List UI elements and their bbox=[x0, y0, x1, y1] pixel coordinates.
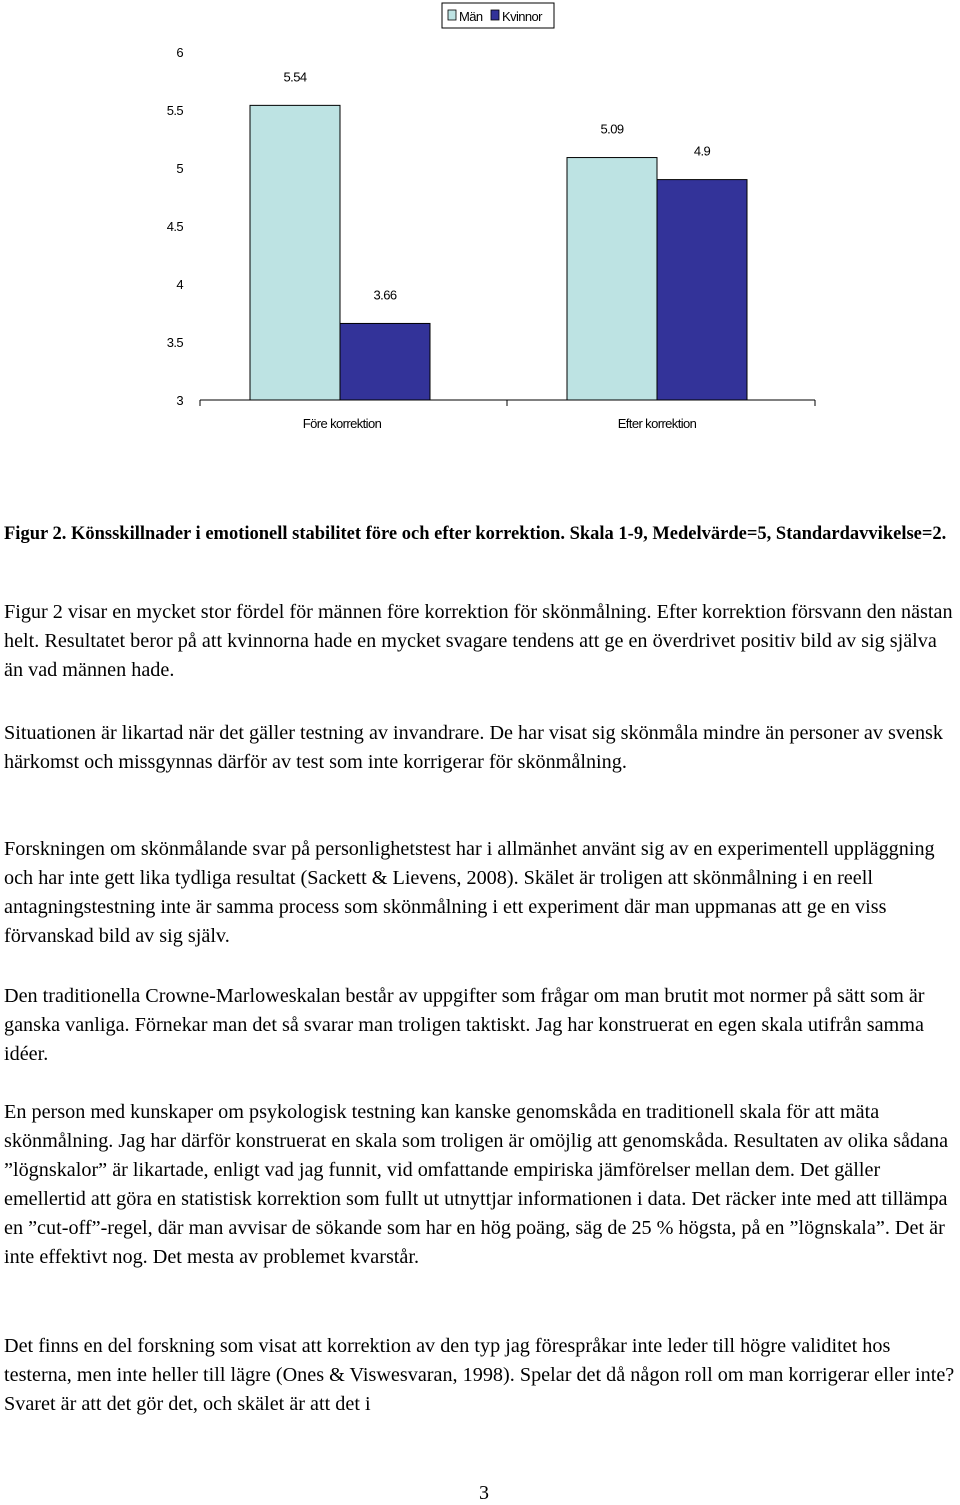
y-tick-label: 5 bbox=[176, 161, 183, 176]
y-tick-label: 6 bbox=[176, 45, 183, 60]
y-tick-label: 4.5 bbox=[166, 219, 183, 234]
legend-swatch-kvinnor bbox=[491, 10, 499, 20]
data-label: 4.9 bbox=[693, 143, 711, 159]
data-label: 5.54 bbox=[283, 69, 307, 85]
paragraph-4: Den traditionella Crowne-Marloweskalan består av uppgifter som frågar om man brutit mot normer på sätt som är ganska vanliga. Förnekar man det så svarar man troligen taktiskt. Jag har konstruerat en egen skala utifrån samma idéer. bbox=[4, 985, 925, 1065]
bar-man-0 bbox=[250, 105, 340, 400]
x-tick-label-efter: Efter korrektion bbox=[617, 416, 697, 431]
legend-label-kvinnor: Kvinnor bbox=[502, 9, 542, 24]
chart-bars bbox=[250, 105, 747, 400]
y-tick-label: 3.5 bbox=[166, 335, 183, 350]
y-axis-tick-labels bbox=[167, 45, 184, 408]
figure-caption: Figur 2. Könsskillnader i emotionell stabilitet före och efter korrektion. Skala 1-9, Medelvärde=5, Standardavvikelse=2. bbox=[4, 524, 947, 544]
chart-legend bbox=[442, 3, 554, 28]
x-tick-label-fore: Före korrektion bbox=[302, 416, 382, 431]
data-label: 5.09 bbox=[600, 121, 624, 137]
bar-kvinnor-0 bbox=[340, 323, 430, 400]
paragraph-1: Figur 2 visar en mycket stor fördel för männen före korrektion för skönmålning. Efter korrektion försvann den nästan helt. Resultatet beror på att kvinnorna hade en mycket svagare tendens att ge en överdrivet positiv bild av sig själva än vad männen hade. bbox=[4, 601, 953, 681]
legend-label-man: Män bbox=[459, 9, 483, 24]
y-tick-label: 4 bbox=[176, 277, 183, 292]
bar-chart bbox=[0, 0, 960, 450]
y-tick-label: 3 bbox=[176, 393, 183, 408]
paragraph-3: Forskningen om skönmålande svar på personlighetstest har i allmänhet använt sig av en experimentell uppläggning och har inte gett lika tydliga resultat (Sackett & Lievens, 2008). Skälet är troligen att skönmålning i en reell antagningstestning inte är samma process som skönmålning i ett experiment där man uppmanas att ge en viss förvanskad bild av sig själv. bbox=[4, 838, 935, 947]
y-tick-label: 5.5 bbox=[166, 103, 183, 118]
bar-man-1 bbox=[567, 158, 657, 400]
page-number: 3 bbox=[479, 1482, 489, 1504]
paragraph-2: Situationen är likartad när det gäller testning av invandrare. De har visat sig skönmåla mindre än personer av svensk härkomst och missgynnas därför av test som inte korrigerar för skönmålning. bbox=[4, 722, 943, 773]
paragraph-6: Det finns en del forskning som visat att korrektion av den typ jag förespråkar inte leder till högre validitet hos testerna, men inte heller till lägre (Ones & Viswesvaran, 1998). Spelar det då någon roll om man korrigerar eller inte? Svaret är att det gör det, och skälet är att det i bbox=[4, 1335, 955, 1415]
paragraph-5: En person med kunskaper om psykologisk testning kan kanske genomskåda en traditionell skala för att mäta skönmålning. Jag har därför konstruerat en skala som troligen är omöjlig att genomskåda. Resultaten av olika sådana ”lögnskalor” är likartade, enligt vad jag funnit, vid omfattande empiriska jämförelser mellan dem. Det gäller emellertid att göra en statistisk korrektion som fullt ut utnyttjar informationen i data. Det räcker inte med att tillämpa en ”cut-off”-regel, där man avvisar de sökande som har en hög poäng, säg de 25 % högsta, på en ”lögnskala”. Det är inte effektivt nog. Det mesta av problemet kvarstår. bbox=[4, 1101, 949, 1268]
data-label: 3.66 bbox=[373, 287, 397, 303]
legend-swatch-man bbox=[448, 10, 456, 20]
bar-kvinnor-1 bbox=[657, 180, 747, 400]
